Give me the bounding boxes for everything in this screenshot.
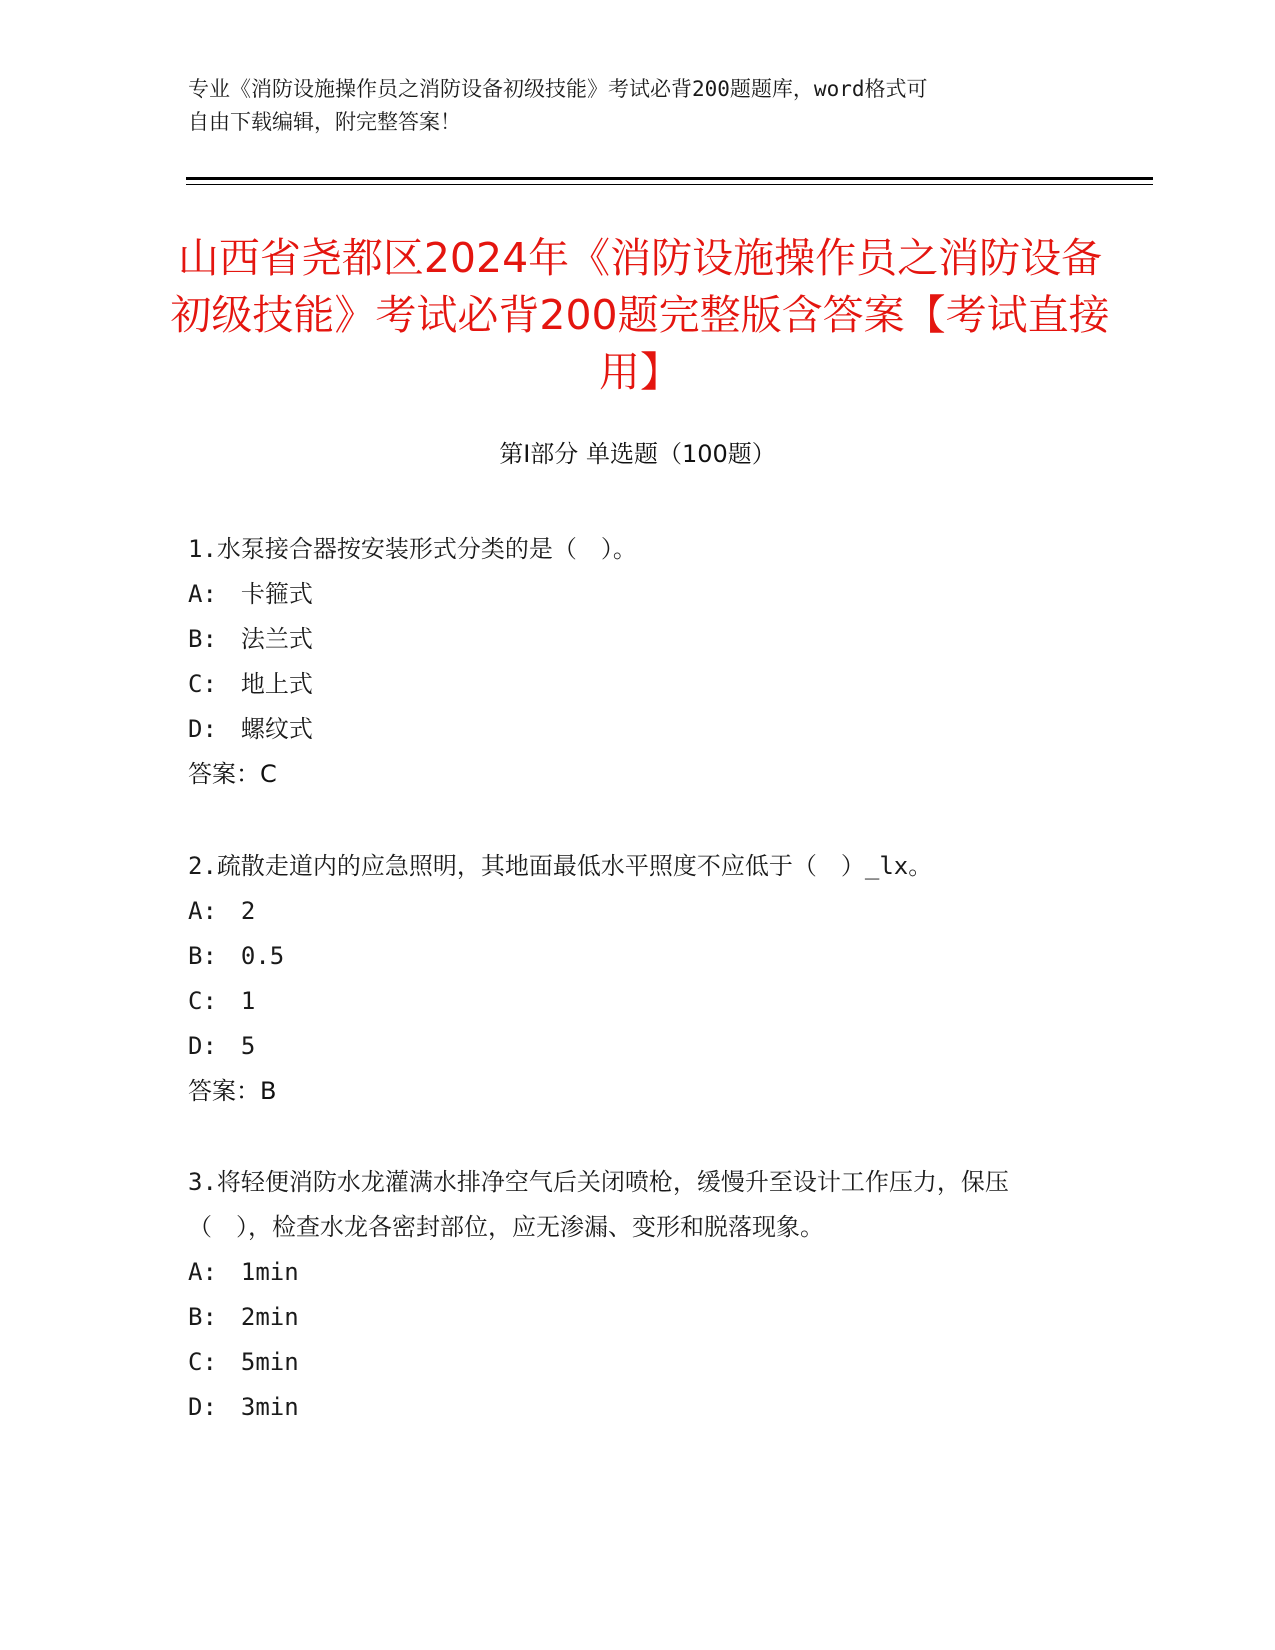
option-a: A: 卡箍式 bbox=[188, 580, 313, 608]
option-b: B: 法兰式 bbox=[188, 625, 313, 653]
option-c: C: 1 bbox=[188, 987, 256, 1015]
question-2 bbox=[188, 844, 1068, 1114]
answer-line: 答案：B bbox=[188, 1077, 277, 1105]
header-note-line-1: 专业《消防设施操作员之消防设备初级技能》考试必背200题题库，word格式可 bbox=[188, 77, 928, 101]
option-b: B: 2min bbox=[188, 1303, 299, 1331]
header-divider-thick bbox=[186, 177, 1153, 180]
option-b: B: 0.5 bbox=[188, 942, 285, 970]
option-d: D: 螺纹式 bbox=[188, 715, 313, 743]
header-note-line-2: 自由下载编辑，附完整答案！ bbox=[188, 110, 461, 134]
question-1 bbox=[188, 527, 1068, 797]
header-divider-thin bbox=[186, 184, 1153, 185]
question-stem: 2.疏散走道内的应急照明，其地面最低水平照度不应低于（ ）_lx。 bbox=[188, 852, 933, 880]
option-c: C: 5min bbox=[188, 1348, 299, 1376]
header-note bbox=[188, 73, 1068, 139]
question-stem: 3.将轻便消防水龙灌满水排净空气后关闭喷枪，缓慢升至设计工作压力，保压（ ），检查水龙各密封部位，应无渗漏、变形和脱落现象。 bbox=[188, 1168, 1009, 1241]
option-c: C: 地上式 bbox=[188, 670, 313, 698]
option-a: A: 1min bbox=[188, 1258, 299, 1286]
option-d: D: 5 bbox=[188, 1032, 256, 1060]
document-title: 山西省尧都区2024年《消防设施操作员之消防设备初级技能》考试必背200题完整版含答案【考试直接用】 bbox=[170, 234, 1110, 396]
question-3 bbox=[188, 1160, 1068, 1430]
option-a: A: 2 bbox=[188, 897, 256, 925]
answer-line: 答案：C bbox=[188, 760, 277, 788]
question-stem: 1.水泵接合器按安装形式分类的是（ ）。 bbox=[188, 535, 637, 563]
option-d: D: 3min bbox=[188, 1393, 299, 1421]
section-title: 第Ⅰ部分 单选题（100题） bbox=[499, 440, 776, 468]
